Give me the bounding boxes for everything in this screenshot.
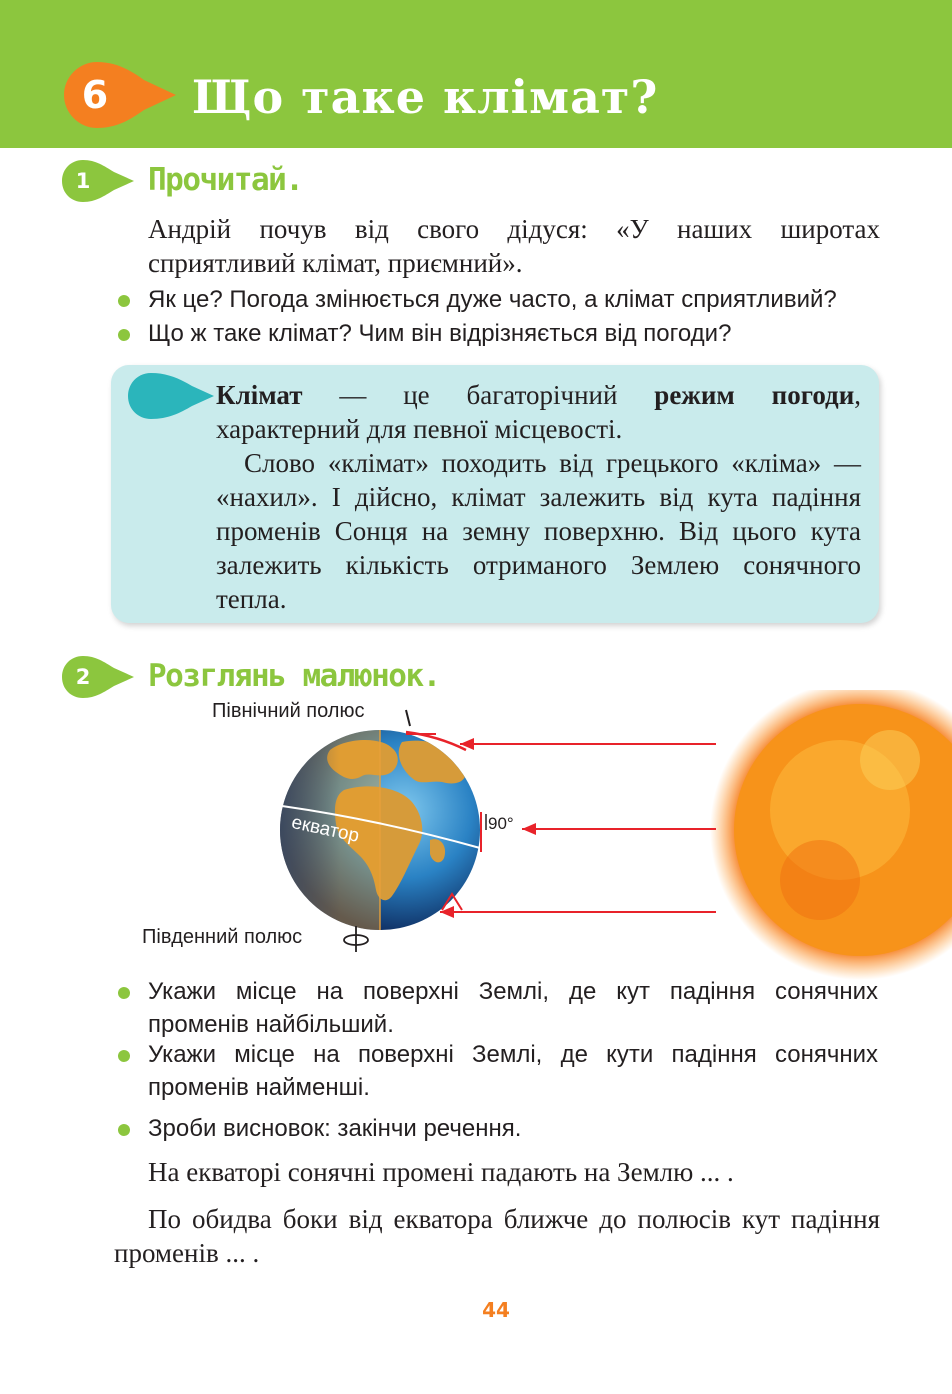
- definition-text: [216, 378, 861, 616]
- task-1-number: 1: [75, 169, 91, 193]
- lesson-number: 6: [81, 73, 109, 117]
- task-1-question-1: Як це? Погода змінюється дуже часто, а клімат сприятливий?: [148, 286, 837, 313]
- definition-paragraph-2: Слово «клімат» походить від грецького «кліма» — «нахил». І дійсно, клімат залежить від кута падіння променів Сонця на земну поверхню. Від цього кута залежить кількість отриманого Землею сонячного тепла.: [216, 448, 861, 614]
- sun-image: [710, 690, 952, 980]
- task-1-intro: Андрій почув від свого дідуся: «У наших широтах сприятливий клімат, приємний».: [148, 214, 880, 278]
- definition-part-2: , характерний для певної місцевості.: [216, 380, 862, 444]
- rotation-arrow-icon: [344, 926, 368, 952]
- task-2-bullet-1: Укажи місце на поверхні Землі, де кут падіння сонячних променів найбільший.: [148, 978, 878, 1038]
- task-2-number: 2: [75, 665, 91, 689]
- north-pole-label: Північний полюс: [212, 700, 365, 722]
- north-axis-tick: [406, 710, 410, 726]
- bullet-dot: [118, 1124, 130, 1136]
- task-2-title: Розглянь малюнок.: [148, 658, 440, 694]
- bullet-dot: [118, 295, 130, 307]
- conclusion-sentence-1: На екваторі сонячні промені падають на Землю ... .: [148, 1157, 734, 1187]
- definition-part-1: — це багаторічний: [302, 380, 655, 410]
- bullet-dot: [118, 1050, 130, 1062]
- task-1-title: Прочитай.: [148, 162, 303, 198]
- definition-bold-phrase: режим погоди: [654, 380, 855, 410]
- earth-sun-figure: [130, 690, 952, 980]
- bullet-dot: [118, 987, 130, 999]
- lesson-title: Що таке клімат?: [192, 70, 659, 124]
- bullet-dot: [118, 329, 130, 341]
- equator-label: екватор: [289, 812, 362, 847]
- angle-label: 90°: [488, 814, 514, 833]
- south-pole-label: Південний полюс: [142, 926, 303, 948]
- definition-term: Клімат: [216, 380, 303, 410]
- conclusion-sentence-2: По обидва боки від екватора ближче до полюсів кут падіння променів ... .: [114, 1204, 880, 1268]
- task-2-bullet-3: Зроби висновок: закінчи речення.: [148, 1115, 522, 1142]
- task-1-question-2: Що ж таке клімат? Чим він відрізняється від погоди?: [148, 320, 732, 347]
- definition-marker-icon: [128, 373, 214, 419]
- task-2-bullet-2: Укажи місце на поверхні Землі, де кути падіння сонячних променів найменші.: [148, 1041, 878, 1101]
- page-number: 44: [482, 1298, 510, 1322]
